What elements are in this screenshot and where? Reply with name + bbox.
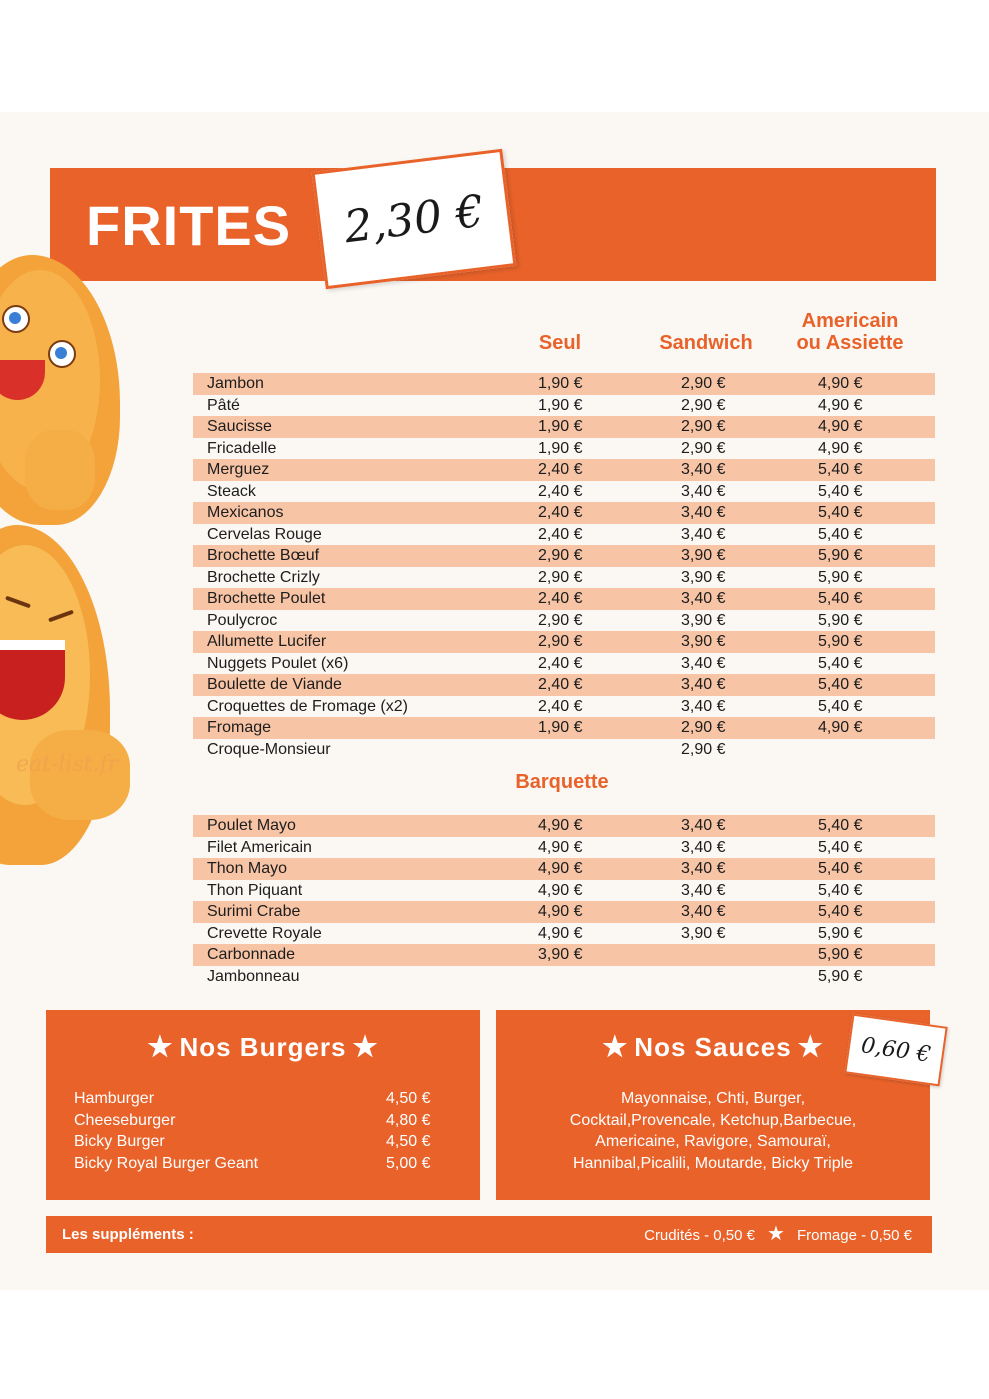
table-row — [193, 588, 935, 610]
table-row — [193, 631, 935, 653]
price-seul: 2,40 € — [538, 676, 583, 693]
price-seul: 3,90 € — [538, 946, 583, 963]
price-sandwich: 3,40 € — [681, 590, 726, 607]
item-name: Poulet Mayo — [207, 817, 296, 834]
table-row — [193, 610, 935, 632]
price-americain: 5,40 € — [818, 654, 863, 672]
top-margin — [0, 0, 989, 112]
burgers-list — [74, 1088, 454, 1174]
star-icon: ★ — [602, 1031, 629, 1062]
price-americain: 5,40 € — [818, 860, 863, 877]
price-seul: 2,40 € — [538, 461, 583, 478]
price-seul: 2,40 € — [538, 590, 583, 607]
price-americain: 5,40 € — [818, 903, 863, 920]
burger-name: Cheeseburger — [74, 1111, 176, 1129]
price-sandwich: 3,40 € — [681, 504, 726, 521]
star-icon: ★ — [797, 1031, 824, 1062]
menu-table-barquette — [193, 815, 935, 987]
item-name: Boulette de Viande — [207, 676, 342, 693]
table-row — [193, 944, 935, 966]
price-sandwich: 3,40 € — [681, 838, 726, 856]
item-name: Fricadelle — [207, 439, 277, 457]
price-sandwich: 3,90 € — [681, 924, 726, 942]
table-row — [193, 966, 935, 988]
item-name: Brochette Crizly — [207, 568, 320, 586]
price-seul: 2,90 € — [538, 568, 583, 586]
item-name: Filet Americain — [207, 838, 312, 856]
item-name: Crevette Royale — [207, 924, 322, 942]
price-americain: 5,40 € — [818, 676, 863, 693]
table-row — [193, 395, 935, 417]
burger-price: 4,80 € — [386, 1111, 431, 1129]
price-sandwich: 3,40 € — [681, 654, 726, 672]
price-americain: 5,40 € — [818, 697, 863, 715]
page-title: FRITES — [86, 194, 292, 257]
item-name: Pâté — [207, 396, 240, 414]
column-header-seul: Seul — [538, 332, 582, 354]
column-header-sandwich: Sandwich — [659, 332, 753, 354]
table-row — [193, 567, 935, 589]
mascot-eye-right — [48, 340, 76, 368]
item-name: Jambonneau — [207, 967, 300, 985]
supplement-crudites: Crudités - 0,50 € — [644, 1227, 755, 1244]
frites-price: 2,30 € — [341, 185, 487, 253]
mascot-hand-top — [25, 430, 95, 510]
price-seul: 2,40 € — [538, 525, 583, 543]
supplements-items — [644, 1216, 912, 1254]
price-seul: 2,90 € — [538, 611, 583, 629]
price-americain: 5,90 € — [818, 924, 863, 942]
price-sandwich: 3,40 € — [681, 817, 726, 834]
star-icon: ★ — [147, 1031, 174, 1062]
burger-price: 4,50 € — [386, 1133, 431, 1150]
supplements-bar — [46, 1216, 932, 1253]
section-title-barquette: Barquette — [515, 771, 609, 793]
price-seul: 2,90 € — [538, 633, 583, 650]
price-americain: 5,40 € — [818, 590, 863, 607]
item-name: Steack — [207, 482, 256, 500]
price-americain: 5,90 € — [818, 611, 863, 629]
supplements-label: Les suppléments : — [62, 1226, 194, 1243]
table-row — [193, 815, 935, 837]
price-seul: 1,90 € — [538, 719, 583, 736]
watermark: eat-list.fr — [16, 752, 119, 777]
table-row — [193, 438, 935, 460]
table-row — [193, 416, 935, 438]
frites-price-card — [312, 149, 517, 290]
price-americain: 4,90 € — [818, 719, 863, 736]
price-sandwich: 2,90 € — [681, 439, 726, 457]
price-sandwich: 2,90 € — [681, 740, 726, 758]
bottom-margin — [0, 1290, 989, 1399]
price-americain: 5,40 € — [818, 817, 863, 834]
column-header-americain-line1: Americain — [801, 310, 899, 332]
burger-name: Bicky Burger — [74, 1133, 165, 1150]
price-seul: 2,40 € — [538, 482, 583, 500]
item-name: Mexicanos — [207, 504, 284, 521]
item-name: Thon Mayo — [207, 860, 288, 877]
table-row — [193, 481, 935, 503]
item-name: Allumette Lucifer — [207, 633, 327, 650]
price-americain: 4,90 € — [818, 439, 863, 457]
table-row — [193, 923, 935, 945]
price-seul: 1,90 € — [538, 439, 583, 457]
price-seul: 1,90 € — [538, 375, 583, 392]
table-row — [193, 717, 935, 739]
price-americain: 4,90 € — [818, 396, 863, 414]
table-row — [193, 739, 935, 761]
price-sandwich: 3,90 € — [681, 568, 726, 586]
price-sandwich: 3,40 € — [681, 697, 726, 715]
sauce-line: Hannibal,Picalili, Moutarde, Bicky Triple — [572, 1154, 854, 1172]
sauce-line: Americaine, Ravigore, Samouraï, — [595, 1133, 831, 1150]
price-sandwich: 2,90 € — [681, 719, 726, 736]
burgers-title-text: Nos Burgers — [179, 1032, 347, 1062]
burger-price: 5,00 € — [386, 1154, 431, 1172]
list-item — [74, 1110, 454, 1132]
price-americain: 5,90 € — [818, 967, 863, 985]
price-sandwich: 3,90 € — [681, 611, 726, 629]
item-name: Nuggets Poulet (x6) — [207, 654, 349, 672]
burgers-box — [46, 1010, 480, 1200]
price-americain: 4,90 € — [818, 418, 863, 435]
column-header-americain — [782, 310, 918, 354]
price-sandwich: 2,90 € — [681, 375, 726, 392]
burger-name: Bicky Royal Burger Geant — [74, 1154, 259, 1172]
price-seul: 2,90 € — [538, 547, 583, 564]
price-seul: 4,90 € — [538, 838, 583, 856]
item-name: Poulycroc — [207, 611, 278, 629]
price-sandwich: 3,90 € — [681, 547, 726, 564]
price-seul: 4,90 € — [538, 817, 583, 834]
table-row — [193, 674, 935, 696]
price-americain: 5,40 € — [818, 504, 863, 521]
mascot-eye-left — [2, 305, 30, 333]
price-americain: 5,40 € — [818, 525, 863, 543]
price-americain: 5,90 € — [818, 568, 863, 586]
table-row — [193, 696, 935, 718]
item-name: Jambon — [207, 375, 264, 392]
supplement-fromage: Fromage - 0,50 € — [796, 1227, 912, 1244]
price-sandwich: 3,40 € — [681, 482, 726, 500]
price-sandwich: 3,40 € — [681, 860, 726, 877]
table-row — [193, 524, 935, 546]
table-row — [193, 837, 935, 859]
item-name: Cervelas Rouge — [207, 525, 322, 543]
table-row — [193, 459, 935, 481]
price-seul: 4,90 € — [538, 860, 583, 877]
price-sandwich: 2,90 € — [681, 396, 726, 414]
price-sandwich: 2,90 € — [681, 418, 726, 435]
price-americain: 5,40 € — [818, 461, 863, 478]
price-americain: 5,90 € — [818, 633, 863, 650]
sauces-title-text: Nos Sauces — [634, 1032, 792, 1062]
sauce-line: Cocktail,Provencale, Ketchup,Barbecue, — [569, 1111, 857, 1129]
item-name: Croque-Monsieur — [207, 740, 331, 758]
menu-table-frites — [193, 373, 935, 760]
table-row — [193, 901, 935, 923]
price-sandwich: 3,90 € — [681, 633, 726, 650]
table-row — [193, 880, 935, 902]
price-seul: 2,40 € — [538, 697, 583, 715]
burgers-title — [46, 1030, 480, 1063]
star-icon: ★ — [352, 1031, 379, 1062]
price-americain: 5,40 € — [818, 482, 863, 500]
price-americain: 5,40 € — [818, 838, 863, 856]
item-name: Carbonnade — [207, 946, 296, 963]
price-sandwich: 3,40 € — [681, 676, 726, 693]
price-seul: 2,40 € — [538, 654, 583, 672]
price-sandwich: 3,40 € — [681, 461, 726, 478]
table-row — [193, 502, 935, 524]
price-seul: 2,40 € — [538, 504, 583, 521]
item-name: Surimi Crabe — [207, 903, 301, 920]
price-seul: 1,90 € — [538, 396, 583, 414]
table-row — [193, 545, 935, 567]
burger-price: 4,50 € — [386, 1090, 431, 1107]
price-seul: 4,90 € — [538, 924, 583, 942]
table-row — [193, 858, 935, 880]
price-americain: 5,90 € — [818, 946, 863, 963]
price-americain: 5,40 € — [818, 881, 863, 899]
item-name: Fromage — [207, 719, 272, 736]
item-name: Merguez — [207, 461, 270, 478]
column-header-americain-line2: ou Assiette — [796, 332, 904, 354]
table-row — [193, 653, 935, 675]
item-name: Brochette Poulet — [207, 590, 326, 607]
price-americain: 5,90 € — [818, 547, 863, 564]
item-name: Brochette Bœuf — [207, 547, 320, 564]
price-sandwich: 3,40 € — [681, 903, 726, 920]
price-americain: 4,90 € — [818, 375, 863, 392]
price-seul: 4,90 € — [538, 903, 583, 920]
item-name: Saucisse — [207, 418, 272, 435]
star-icon: ★ — [767, 1223, 785, 1245]
sauces-list — [496, 1088, 930, 1174]
list-item — [74, 1153, 454, 1175]
list-item — [74, 1088, 454, 1110]
price-seul: 4,90 € — [538, 881, 583, 899]
item-name: Croquettes de Fromage (x2) — [207, 697, 408, 715]
price-sandwich: 3,40 € — [681, 881, 726, 899]
table-row — [193, 373, 935, 395]
burger-name: Hamburger — [74, 1090, 155, 1107]
sauces-price: 0,60 € — [859, 1032, 933, 1068]
price-sandwich: 3,40 € — [681, 525, 726, 543]
price-seul: 1,90 € — [538, 418, 583, 435]
item-name: Thon Piquant — [207, 881, 303, 899]
sauce-line: Mayonnaise, Chti, Burger, — [620, 1090, 806, 1107]
list-item — [74, 1131, 454, 1153]
